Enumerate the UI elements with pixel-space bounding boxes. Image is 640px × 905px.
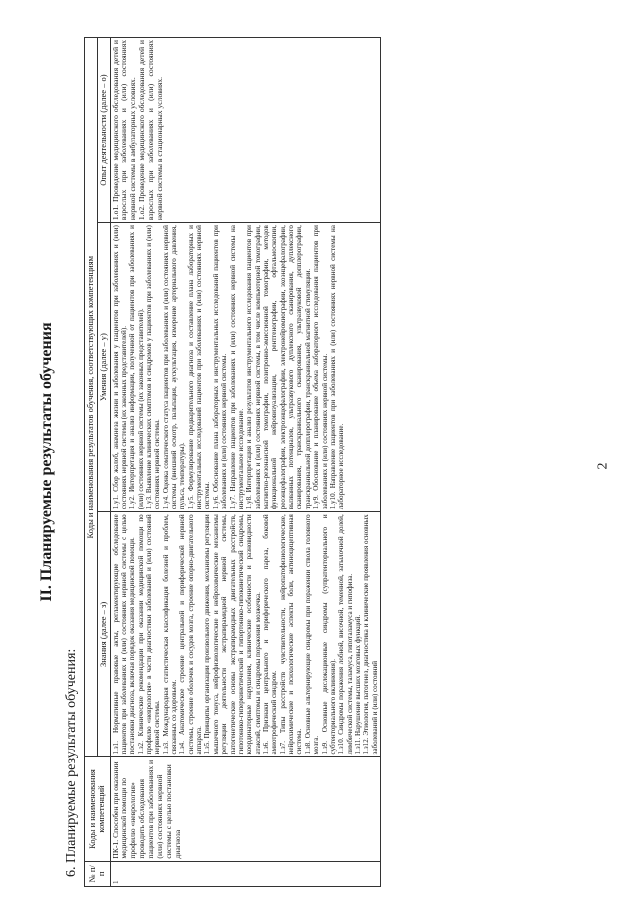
- list-item: 1.у2. Интерпретация и анализ информации, полученной от пациентов при заболеваниях и (или) состояниях нервной системы (их законных представителей).: [128, 225, 145, 510]
- competence-table: [84, 37, 381, 887]
- list-item: 1.у4. Оценка соматического статуса пациентов при заболеваниях и (или) состояниях нервной системы (внешний осмотр, пальпация, аускультация, измерение артериального давления, пульса, температуры).: [161, 225, 187, 510]
- col-header-group: Коды и наименования результатов обучения, соответствующих компетенциям: [85, 38, 98, 757]
- rotated-page: [38, 37, 612, 887]
- list-item: 1.з7. Типы расстройств чувствительности, нейропатофизиологические, нейрохимические и психологические аспекты боли, антиноцицептивная система.: [278, 514, 304, 755]
- subheading: 6. Планируемые результаты обучения:: [64, 648, 79, 877]
- col-header-code: Коды и наименования компетенций: [85, 757, 111, 861]
- list-item: 1.у8. Интерпретация и анализ результатов инструментального исследования пациентов при заболеваниях и (или) состояниях нервной системы, в том числе компьютерной томографии, магнитно-резонансной томографии, позитронно-эмиссионной томографии, методов функциональной нейровизуализации, рентгенографии, офтальмоскопии, реоэнцефалографии, электроэнцефалографии, электронейромиографии, эхоэнцефалографии, вызванных потенциалов, ультразвукового дуплексного сканирования, дуплексного сканирования, транскраниального сканирования, ультразвуковой допплерографии, транскраниальной допплерографии, транскраниальной магнитной стимуляции.: [245, 225, 312, 510]
- list-item: 1.з8. Основные альтернирующие синдромы при поражении ствола головного мозга.: [303, 514, 321, 755]
- col-header-experience: Опыт деятельности (далее – о): [97, 38, 110, 223]
- list-item: 1.з4. Анатомическое строение центральной и периферической нервной системы, строение оболочек и сосудов мозга, строение опорно-двигательного аппарата.: [178, 514, 204, 755]
- list-item: 1.з5. Принципы организации произвольного движения, механизмы регуляции мышечного тонуса, нейрофизиологические и нейрохимические механизмы регуляции деятельности экстрапирамидной нервной системы, патогенетические основы экстрапирамидных двигательных расстройств, гипотонико-гиперкинетический и гипертонико-гипокинетический синдромы, координаторные нарушения, клинические особенности и разновидности атаксий, симптомы и синдромы поражения мозжечка.: [203, 514, 262, 755]
- knowledge-cell: [110, 512, 381, 757]
- list-item: 1.у5. Формулирование предварительного диагноза и составление плана лабораторных и инструментальных исследований пациентов при заболеваниях и (или) состояниях нервной системы.: [186, 225, 212, 510]
- list-item: 1.о2. Проведение медицинского обследования детей и взрослых при заболеваниях и (или) состояниях нервной системы в стационарных условиях.: [137, 40, 165, 221]
- experience-cell: [110, 38, 381, 223]
- competence-cell: ПК-1. Способен при оказании медицинской помощи по профилю «неврология» проводить обследования пациентов при заболеваниях и (или) состояниях нервной системы с целью постановки диагноза: [110, 757, 381, 861]
- col-header-skills: Умения (далее – у): [97, 223, 110, 512]
- list-item: 1.з2. Клинические рекомендации при оказании медицинской помощи по профилю «неврология» в части диагностики заболеваний и (или) состояний нервной системы.: [136, 514, 162, 755]
- list-item: 1.у1. Сбор жалоб, анамнеза жизни и заболевания у пациентов при заболеваниях и (или) состояниях нервной системы (их законных представителей).: [111, 225, 128, 510]
- skills-cell: [110, 223, 381, 512]
- list-item: 1.з12. Этиология, патогенез, диагностика и клинические проявления основных заболеваний и (или) состояний: [362, 514, 379, 755]
- list-item: 1.з11. Нарушение высших мозговых функций.: [353, 614, 362, 755]
- list-item: 1.з10. Синдромы поражения лобной, височной, теменной, затылочной долей, лимбической системы, таламуса, гипоталамуса и гипофиза.: [337, 514, 354, 755]
- section-heading: II. Планируемые результаты обучения: [38, 322, 55, 602]
- list-item: 1.у9. Обоснование и планирование объема лабораторного исследования пациентов при заболеваниях и (или) состояниях нервной системы.: [312, 225, 329, 510]
- list-item: 1.у10. Направление пациентов при заболеваниях и (или) состояниях нервной системы на лабораторное исследование.: [328, 225, 346, 510]
- page-number: 2: [595, 462, 611, 470]
- list-item: 1.з6. Признаки центрального и периферического пареза, боковой амиотрофический синдром.: [262, 514, 279, 755]
- list-item: 1.з3. Международная статистическая классификация болезней и проблем, связанных со здоровьем.: [161, 514, 179, 755]
- table-row: [110, 38, 381, 887]
- list-item: 1.у6. Обоснование плана лабораторных и инструментальных исследований пациентов при заболеваниях и (или) состояниях нервной системы.: [211, 225, 229, 510]
- row-number: 1: [110, 861, 381, 886]
- list-item: 1.у3. Выявление клинических симптомов и синдромов у пациентов при заболеваниях и (или) состояниях нервной системы.: [144, 225, 162, 510]
- col-header-knowledge: Знания (далее – з): [97, 512, 110, 757]
- list-item: 1.у7. Направление пациентов при заболеваниях и (или) состояниях нервной системы на инструментальное исследование.: [228, 225, 245, 510]
- list-item: 1.з9. Основные дислокационные синдромы (супратенториального и субтенториального вклинения).: [320, 514, 337, 755]
- list-item: 1.о1. Проведение медицинского обследования детей и взрослых при заболеваниях и (или) состояниях нервной системы в амбулаторных условиях.: [110, 40, 138, 221]
- list-item: 1.з1. Нормативные правовые акты, регламентирующие обследование пациентов при заболеваниях и (или) состояниях нервной системы с целью постановки диагноза, включая порядок оказания медицинской помощи.: [111, 514, 137, 755]
- col-header-number: № п/п: [85, 861, 111, 886]
